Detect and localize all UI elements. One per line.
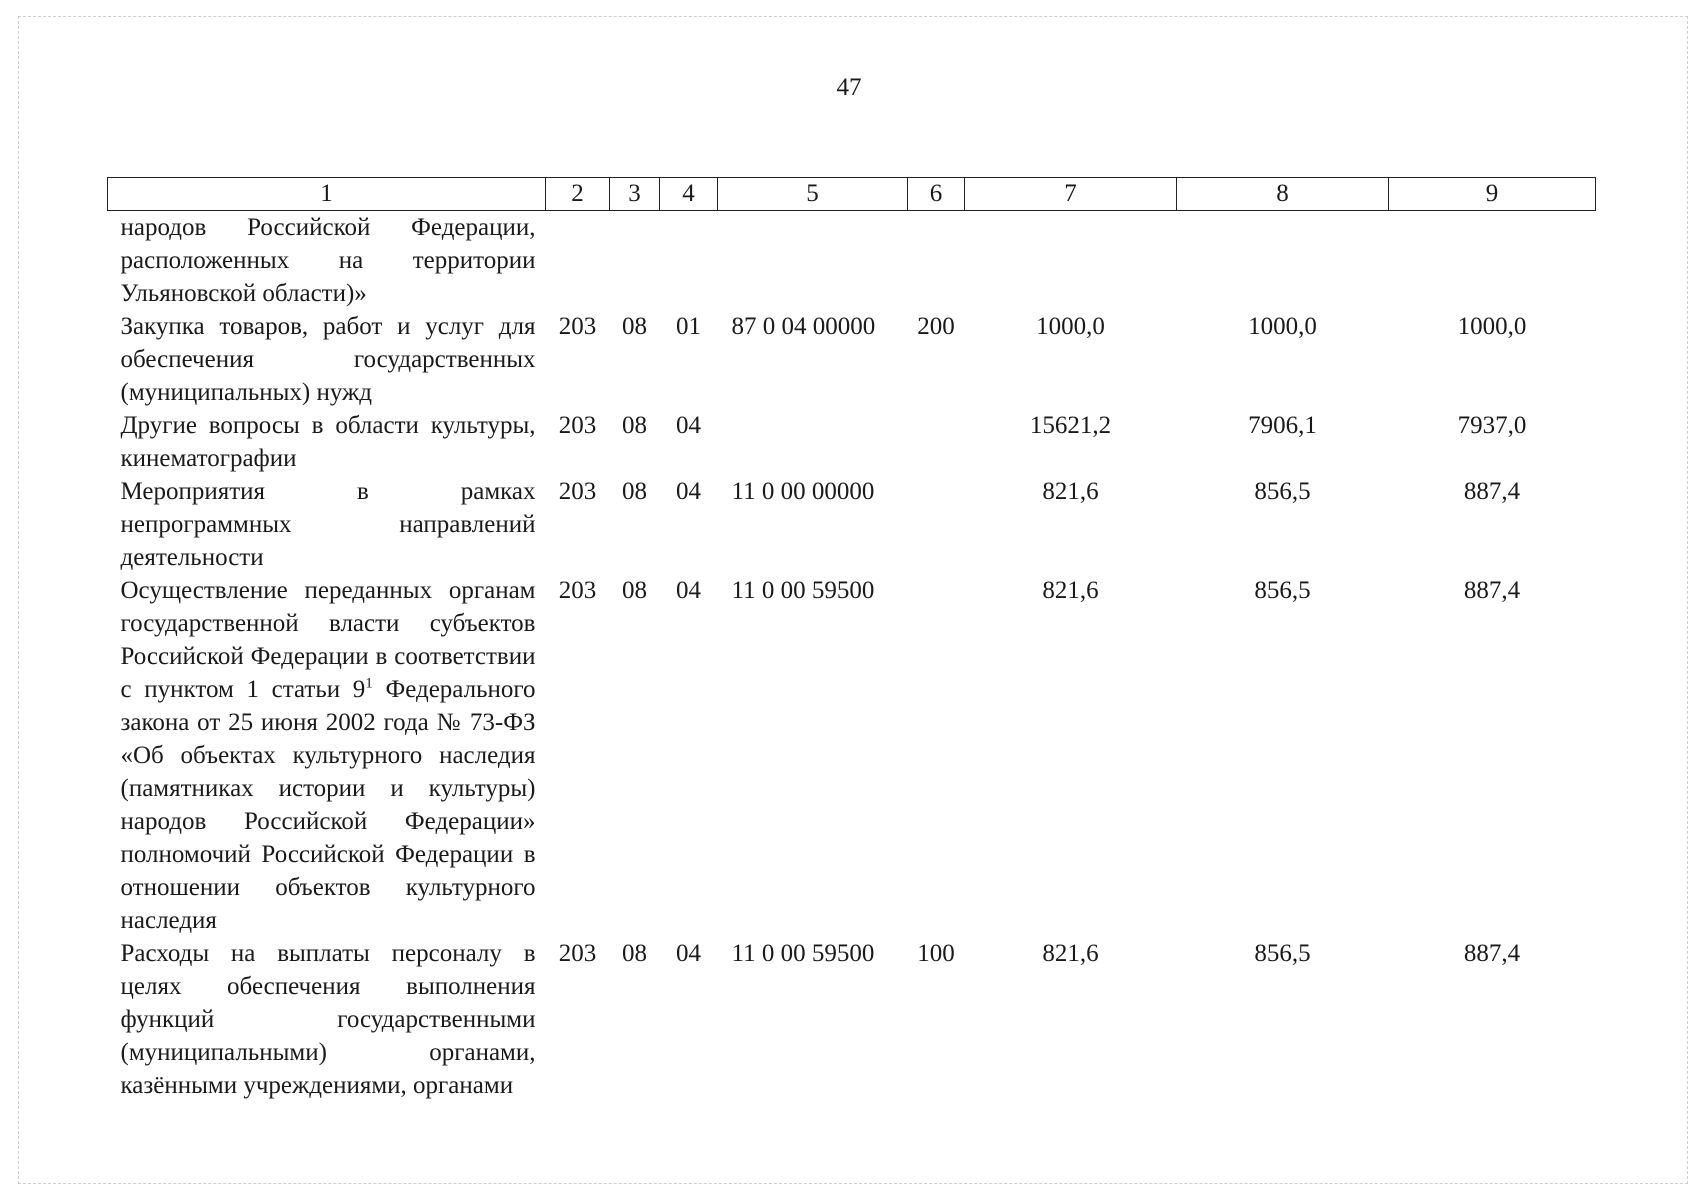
cell-amount-9: 1000,0 — [1457, 313, 1527, 340]
cell-amount-9: 887,4 — [1463, 577, 1521, 604]
table-row — [108, 574, 1596, 937]
cell-amount-7: 821,6 — [1042, 577, 1099, 604]
row-name: Закупка товаров, работ и услуг для обеспечения государственных (муниципальных) нужд — [120, 313, 536, 406]
cell-admin-code: 203 — [558, 412, 597, 439]
cell-amount-9 — [1389, 211, 1596, 311]
cell-amount-9: 7937,0 — [1457, 412, 1527, 439]
cell-section: 08 — [622, 412, 647, 439]
page-number: 47 — [836, 74, 862, 101]
cell-amount-7: 15621,2 — [1029, 412, 1112, 439]
cell-amount-9: 887,4 — [1463, 940, 1521, 967]
cell-section: 08 — [622, 313, 647, 340]
cell-expense-type — [908, 574, 965, 937]
cell-expense-type — [908, 211, 965, 311]
cell-amount-7: 821,6 — [1042, 478, 1099, 505]
cell-amount-8: 856,5 — [1254, 940, 1311, 967]
cell-section: 08 — [622, 478, 647, 505]
table-row — [108, 211, 1596, 311]
cell-subsection: 04 — [676, 577, 701, 604]
row-name: народов Российской Федерации, расположенных на территории Ульяновской области)» — [120, 214, 536, 307]
row-name-part: Федерального закона от 25 июня 2002 года № 73-ФЗ «Об объектах культурного наследия (памятниках истории и культуры) народов Российской Федерации» полномочий Российской Федерации в отношении объектов культурного наследия — [120, 676, 536, 934]
column-header: 5 — [718, 178, 908, 211]
column-header: 6 — [908, 178, 965, 211]
row-name: Расходы на выплаты персоналу в целях обеспечения выполнения функций государственными (муниципальными) органами, казёнными учреждениями, органами — [120, 940, 536, 1099]
cell-admin-code: 203 — [558, 940, 597, 967]
cell-section: 08 — [622, 577, 647, 604]
cell-expense-type — [908, 409, 965, 475]
cell-expense-type: 100 — [917, 940, 955, 967]
cell-amount-8 — [1177, 211, 1389, 311]
cell-amount-7 — [965, 211, 1177, 311]
table-row — [108, 475, 1596, 574]
row-name-part: Осуществление переданных органам государственной власти субъектов Российской Федерации в соответствии с пунктом 1 статьи 9 — [120, 577, 536, 703]
column-header: 4 — [660, 178, 718, 211]
cell-admin-code: 203 — [558, 478, 597, 505]
cell-subsection: 04 — [676, 478, 701, 505]
column-header: 3 — [610, 178, 660, 211]
cell-section — [610, 211, 660, 311]
cell-subsection — [660, 211, 718, 311]
cell-target-item — [718, 211, 908, 311]
cell-target-item — [718, 409, 908, 475]
cell-amount-9: 887,4 — [1463, 478, 1521, 505]
column-header: 1 — [108, 178, 546, 211]
row-name: Мероприятия в рамках непрограммных направлений деятельности — [120, 478, 536, 571]
superscript: 1 — [365, 675, 373, 692]
cell-target-item: 11 0 00 00000 — [731, 478, 875, 505]
cell-subsection: 01 — [676, 313, 701, 340]
cell-expense-type: 200 — [917, 313, 955, 340]
cell-expense-type — [908, 475, 965, 574]
cell-admin-code — [546, 211, 610, 311]
column-header: 2 — [546, 178, 610, 211]
cell-target-item: 11 0 00 59500 — [731, 940, 875, 967]
cell-subsection: 04 — [676, 940, 701, 967]
cell-subsection: 04 — [676, 412, 701, 439]
cell-amount-7: 1000,0 — [1036, 313, 1105, 340]
cell-amount-8: 856,5 — [1254, 478, 1311, 505]
cell-amount-8: 7906,1 — [1248, 412, 1317, 439]
column-header: 7 — [965, 178, 1177, 211]
row-name — [108, 574, 546, 937]
table-row — [108, 409, 1596, 475]
budget-table — [107, 177, 1596, 1102]
cell-section: 08 — [622, 940, 647, 967]
column-header: 9 — [1389, 178, 1596, 211]
row-name: Другие вопросы в области культуры, кинематографии — [120, 412, 536, 472]
cell-admin-code: 203 — [558, 577, 597, 604]
table-row — [108, 310, 1596, 409]
cell-amount-8: 1000,0 — [1248, 313, 1317, 340]
cell-target-item: 87 0 04 00000 — [731, 313, 876, 340]
cell-target-item: 11 0 00 59500 — [731, 577, 875, 604]
cell-amount-7: 821,6 — [1042, 940, 1099, 967]
table-header-row — [108, 178, 1596, 211]
column-header: 8 — [1177, 178, 1389, 211]
table-row — [108, 937, 1596, 1102]
cell-admin-code: 203 — [558, 313, 597, 340]
cell-amount-8: 856,5 — [1254, 577, 1311, 604]
